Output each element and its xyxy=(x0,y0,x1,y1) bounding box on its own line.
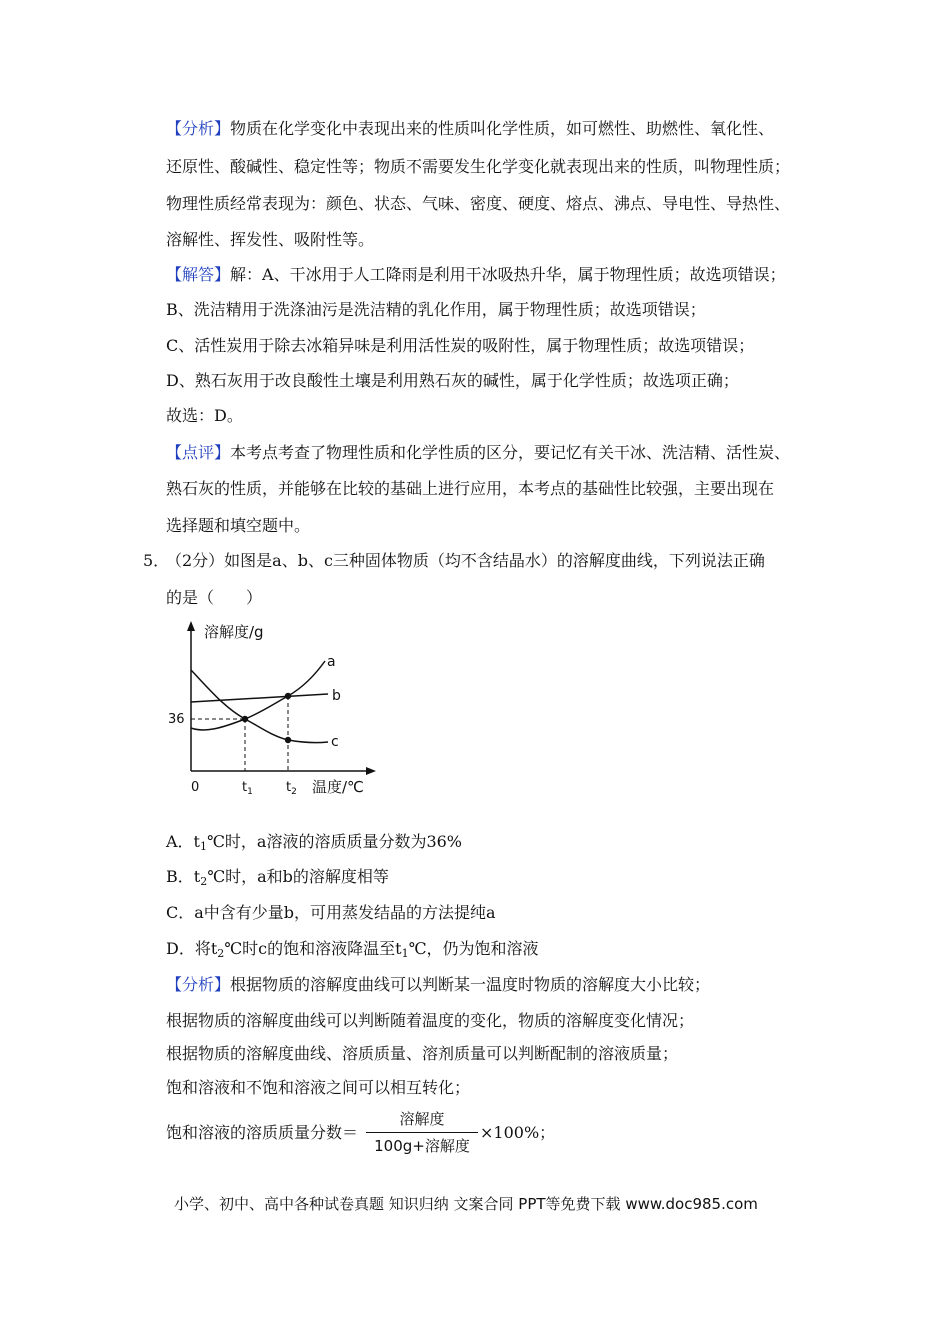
formula-label: 饱和溶液的溶质质量分数＝ xyxy=(166,1123,359,1142)
option-d: D．将$t_2℃$时c的饱和溶液降温至$t_1℃$，仍为饱和溶液 xyxy=(166,939,539,960)
analysis-2-line-2: 根据物质的溶解度曲线可以判断随着温度的变化，物质的溶解度变化情况； xyxy=(166,1011,695,1030)
formula-numerator: 溶解度 xyxy=(399,1110,445,1128)
answer-1-line-2: B、洗洁精用于洗涤油污是洗洁精的乳化作用，属于物理性质；故选项错误； xyxy=(166,300,706,319)
comment-1-line-2: 熟石灰的性质，并能够在比较的基础上进行应用，本考点的基础性比较强，主要出现在 xyxy=(166,479,775,498)
comment-1-line-1: 【点评】本考点考查了物理性质和化学性质的区分，要记忆有关干冰、洗洁精、活性炭、 xyxy=(166,443,791,462)
fraction-bar xyxy=(366,1132,478,1133)
analysis-2-line-4: 饱和溶液和不饱和溶液之间可以相互转化； xyxy=(166,1078,471,1097)
analysis-1-line-3: 物理性质经常表现为：颜色、状态、气味、密度、硬度、熔点、沸点、导电性、导热性、 xyxy=(166,194,791,213)
comment-1-line-3: 选择题和填空题中。 xyxy=(166,516,311,535)
analysis-1-line-2: 还原性、酸碱性、稳定性等；物质不需要发生化学变化就表现出来的性质，叫物理性质； xyxy=(166,157,791,176)
question-stem-2: 的是（ ） xyxy=(166,588,263,607)
analysis-2-line-1: 【分析】根据物质的溶解度曲线可以判断某一温度时物质的溶解度大小比较； xyxy=(166,975,711,994)
origin-label: 0 xyxy=(191,780,200,795)
formula-denominator: 100g+溶解度 xyxy=(374,1137,470,1155)
t2-label: $t_2$ xyxy=(286,780,297,797)
option-a: A．$t_1℃$时，a溶液的溶质质量分数为36% xyxy=(166,832,463,853)
analysis-tag: 【分析】 xyxy=(166,119,231,138)
analysis-1-line-1: 【分析】物质在化学变化中表现出来的性质叫化学性质，如可燃性、助燃性、氧化性、 xyxy=(166,119,775,138)
question-stem-1: （2分）如图是a、b、c三种固体物质（均不含结晶水）的溶解度曲线，下列说法正确 xyxy=(166,551,765,570)
analysis-1-line-4: 溶解性、挥发性、吸附性等。 xyxy=(166,230,375,249)
curve-a-label: a xyxy=(327,654,336,670)
question-number: 5． xyxy=(143,551,170,570)
page-footer: 小学、初中、高中各种试卷真题 知识归纳 文案合同 PPT等免费下载 www.doc985.com xyxy=(174,1195,758,1213)
solubility-graph xyxy=(160,615,390,805)
formula-fraction xyxy=(366,1108,478,1157)
option-b: B．$t_2℃$时，a和b的溶解度相等 xyxy=(166,867,389,888)
y-tick-36: 36 xyxy=(168,712,185,727)
answer-tag: 【解答】 xyxy=(166,265,231,284)
formula-tail: ×100%； xyxy=(480,1123,556,1142)
y-axis-label: 溶解度/g xyxy=(204,623,264,641)
point-t2-intersection xyxy=(285,693,291,699)
y-axis-arrow xyxy=(187,621,195,631)
answer-1-line-4: D、熟石灰用于改良酸性土壤是利用熟石灰的碱性，属于化学性质；故选项正确； xyxy=(166,371,739,390)
answer-1-line-1: 【解答】解：A、干冰用于人工降雨是利用干冰吸热升华，属于物理性质；故选项错误； xyxy=(166,265,786,284)
analysis-2-tag: 【分析】 xyxy=(166,975,231,994)
point-t2-c xyxy=(285,737,291,743)
x-axis-arrow xyxy=(366,767,376,775)
option-c: C．a中含有少量b，可用蒸发结晶的方法提纯a xyxy=(166,903,496,922)
x-axis-label: 温度/℃ xyxy=(312,778,364,796)
curve-b xyxy=(191,694,328,702)
t1-label: $t_1$ xyxy=(242,780,253,797)
comment-tag: 【点评】 xyxy=(166,443,231,462)
analysis-2-line-3: 根据物质的溶解度曲线、溶质质量、溶剂质量可以判断配制的溶液质量； xyxy=(166,1044,679,1063)
curve-c-label: c xyxy=(331,734,339,750)
point-t1-intersection xyxy=(242,716,248,722)
curve-b-label: b xyxy=(332,688,341,704)
answer-1-line-5: 故选：D。 xyxy=(166,406,243,425)
answer-1-line-3: C、活性炭用于除去冰箱异味是利用活性炭的吸附性，属于物理性质；故选项错误； xyxy=(166,336,755,355)
